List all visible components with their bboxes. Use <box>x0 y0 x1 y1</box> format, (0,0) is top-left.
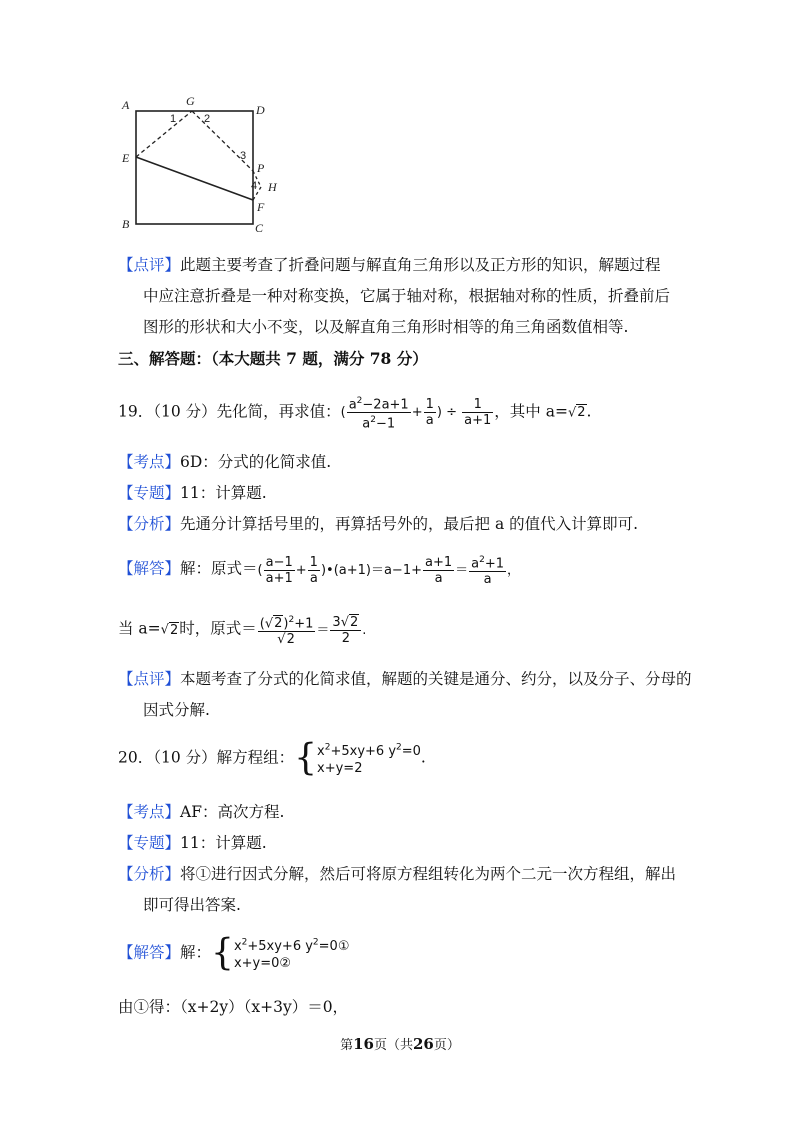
q20-kaodian: 【考点】AF：高次方程. <box>118 803 285 821</box>
q19-zhuanti: 【专题】11：计算题. <box>118 484 267 502</box>
label-h: H <box>268 180 277 194</box>
q19-kaodian: 【考点】6D：分式的化简求值. <box>118 453 332 471</box>
q20-fenxi-line1: 【分析】将①进行因式分解，然后可将原方程组转化为两个二元一次方程组，解出 <box>118 865 677 883</box>
q18-comment-line3: 图形的形状和大小不变，以及解直角三角形时相等的角三角函数值相等. <box>143 318 629 336</box>
q20-fenxi-line2: 即可得出答案. <box>143 896 241 914</box>
label-c: C <box>255 221 264 235</box>
q20-step1: 由①得：（x+2y）（x+3y）＝0， <box>118 998 349 1016</box>
label-a: A <box>122 98 130 112</box>
label-b: B <box>122 217 130 231</box>
label-g: G <box>186 94 195 108</box>
q18-comment-line1: 【点评】此题主要考查了折叠问题与解直角三角形以及正方形的知识，解题过程 <box>118 256 661 274</box>
label-p: P <box>257 161 265 175</box>
label-e: E <box>122 151 130 165</box>
square-abcd <box>136 111 253 224</box>
q19-dianping-line1: 【点评】本题考查了分式的化简求值，解题的关键是通分、约分，以及分子、分母的 <box>118 670 692 688</box>
fold-gp <box>192 111 253 171</box>
square-fold-figure <box>118 92 288 237</box>
q19-jieda: 【解答】解：原式＝( $\frac{a-1}{a+1}$ + $\frac{1}{a}$ )•(a+1)＝a−1+ $\frac{a+1}{a}$ ＝ $\frac{a^2+1}{a}$ ， <box>118 554 521 588</box>
label-f: F <box>257 200 265 214</box>
section-title: 三、解答题：（本大题共 7 题，满分 78 分） <box>118 349 428 368</box>
angle-1: 1 <box>170 113 177 125</box>
angle-2: 2 <box>204 113 211 125</box>
comment-tag: 【点评】 <box>118 256 181 274</box>
q20-jieda: 【解答】解：{$x^2+5xy+6$ $y^2=0①$ x+y=0② <box>118 932 350 974</box>
q20-stem: 20．（10 分）解方程组：{$x^2+5xy+6$ $y^2=0$ x+y=2. <box>118 737 426 779</box>
angle-3: 3 <box>240 150 247 162</box>
fold-eg <box>136 111 192 157</box>
q19-dianping-line2: 因式分解. <box>143 701 210 719</box>
q19-fenxi: 【分析】先通分计算括号里的，再算括号外的，最后把 a 的值代入计算即可. <box>118 515 639 533</box>
q19-stem: 19．（10 分）先化简，再求值：( $\frac{a^2-2a+1}{a^2-1}$ + $\frac{1}{a}$ ) ÷ $\frac{1}{a+1}$ ，其中 a=√2. <box>118 396 592 432</box>
q20-zhuanti: 【专题】11：计算题. <box>118 834 267 852</box>
q19-expression: ( $\frac{a^2-2a+1}{a^2-1}$ + $\frac{1}{a}$ ) ÷ $\frac{1}{a+1}$ <box>340 396 492 432</box>
q18-comment-line2: 中应注意折叠是一种对称变换，它属于轴对称，根据轴对称的性质，折叠前后 <box>143 287 671 305</box>
fold-line-ef <box>136 157 253 200</box>
label-d: D <box>256 103 265 117</box>
page-footer: 第16页（共26页） <box>340 1035 460 1053</box>
angle-4: 4 <box>251 180 258 192</box>
q19-substitution: 当 a=√2时，原式＝ $\frac{(√2)^2+1}{√2}$ ＝ $\frac{3√2}{2}$ . <box>118 614 367 648</box>
